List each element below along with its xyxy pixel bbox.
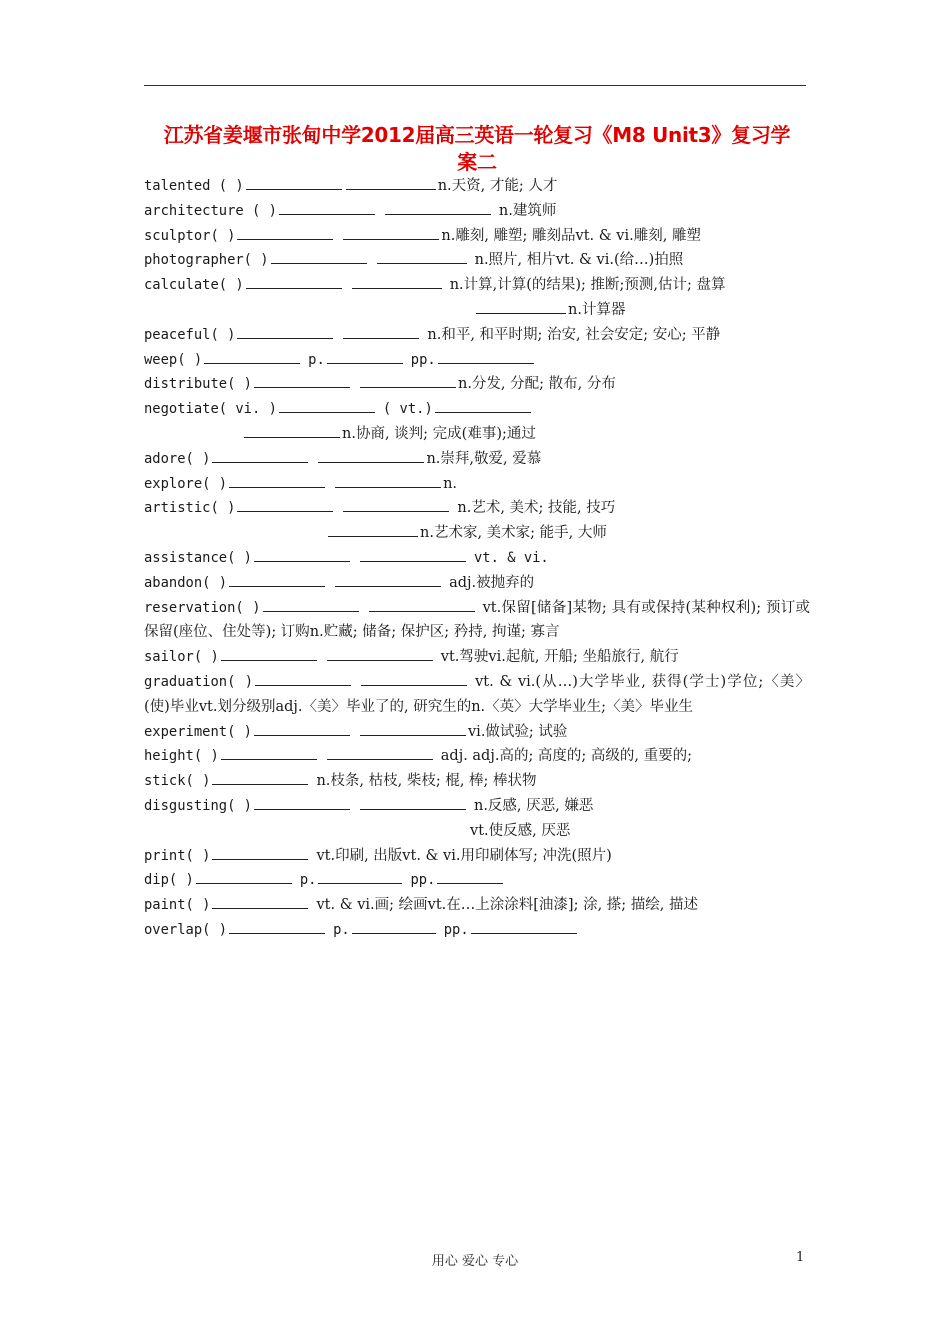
entry-meaning: vi.做试验; 试验 xyxy=(467,723,568,740)
answer-blank[interactable] xyxy=(254,720,350,736)
vocab-entry xyxy=(144,472,810,497)
vocab-entry xyxy=(144,496,810,521)
answer-blank[interactable] xyxy=(279,397,375,413)
entry-meaning: n.照片, 相片vt. & vi.(给…)拍照 xyxy=(474,252,684,269)
answer-blank[interactable] xyxy=(246,273,342,289)
vocab-entry xyxy=(144,174,810,199)
answer-blank[interactable] xyxy=(196,868,292,884)
footer-motto: 用心 爱心 专心 xyxy=(431,1254,519,1269)
past-label: p. xyxy=(308,351,325,368)
vocab-entry xyxy=(144,645,810,670)
answer-blank[interactable] xyxy=(360,794,466,810)
vocab-entry xyxy=(144,323,810,348)
entry-word: reservation( ) xyxy=(144,599,261,616)
entry-word: disgusting( ) xyxy=(144,797,252,814)
answer-blank[interactable] xyxy=(438,348,534,364)
entry-word: artistic( ) xyxy=(144,500,236,517)
entry-meaning: vt. & vi.画; 绘画vt.在…上涂涂料[油漆]; 涂, 搽; 描绘, 描述 xyxy=(316,897,699,914)
entry-extra: n.艺术家, 美术家; 能手, 大师 xyxy=(420,525,607,542)
entry-word: overlap( ) xyxy=(144,921,228,938)
past-participle-label: pp. xyxy=(410,351,436,368)
answer-blank[interactable] xyxy=(437,868,503,884)
entry-extra: n.计算器 xyxy=(568,301,626,318)
answer-blank[interactable] xyxy=(361,670,467,686)
vocab-entry xyxy=(144,893,810,918)
answer-blank[interactable] xyxy=(328,521,418,537)
answer-blank[interactable] xyxy=(343,323,419,339)
answer-blank[interactable] xyxy=(212,844,308,860)
entry-meaning: adj.被抛弃的 xyxy=(449,574,535,591)
vocab-entry xyxy=(144,224,810,249)
entry-meaning: n.建筑师 xyxy=(498,202,557,219)
answer-blank[interactable] xyxy=(346,174,436,190)
header-rule xyxy=(144,85,806,86)
entry-meaning: n.枝条, 枯枝, 柴枝; 棍, 棒; 棒状物 xyxy=(316,773,537,790)
answer-blank[interactable] xyxy=(327,645,433,661)
vocab-entry xyxy=(144,273,810,298)
page-number: 1 xyxy=(796,1250,805,1265)
answer-blank[interactable] xyxy=(335,472,441,488)
entry-word: abandon( ) xyxy=(144,574,228,591)
answer-blank[interactable] xyxy=(343,224,439,240)
vocab-entry xyxy=(144,372,810,397)
answer-blank[interactable] xyxy=(435,397,531,413)
entry-word: dip( ) xyxy=(144,872,194,889)
vocab-entry xyxy=(144,720,810,745)
entry-meaning: n.反感, 厌恶, 嫌恶 xyxy=(473,797,594,814)
entry-extra: n.协商, 谈判; 完成(难事);通过 xyxy=(342,425,536,442)
entry-meaning: vt.保留[储备]某物; 具有或保持(某种权利); 预订或保留(座位、住处等); 订购n.贮藏; 储备; 保护区; 矜持, 拘谨; 寡言 xyxy=(144,599,810,641)
past-participle-label: pp. xyxy=(410,872,436,889)
vocab-entry-continuation xyxy=(144,819,810,844)
entry-word: talented ( ) xyxy=(144,178,244,194)
answer-blank[interactable] xyxy=(327,744,433,760)
entry-meaning: vt. & vi. xyxy=(473,549,549,566)
entry-meaning: n.和平, 和平时期; 治安, 社会安定; 安心; 平静 xyxy=(427,326,721,343)
answer-blank[interactable] xyxy=(377,248,467,264)
entry-word: assistance( ) xyxy=(144,549,252,566)
entry-word: graduation( ) xyxy=(144,673,254,690)
entry-meaning: vt.驾驶vi.起航, 开船; 坐船旅行, 航行 xyxy=(440,649,679,666)
vocab-entry xyxy=(144,447,810,472)
entry-word: photographer( ) xyxy=(144,252,269,269)
vocab-entry xyxy=(144,670,810,720)
answer-blank[interactable] xyxy=(360,546,466,562)
entry-word: negotiate( vi. ) xyxy=(144,401,277,418)
entry-meaning: adj. adj.高的; 高度的; 高级的, 重要的; xyxy=(440,748,693,765)
vocab-entry xyxy=(144,348,810,373)
answer-blank[interactable] xyxy=(237,496,333,512)
vocab-entry xyxy=(144,199,810,224)
vocab-entry xyxy=(144,918,810,943)
vocab-entry xyxy=(144,769,810,794)
answer-blank[interactable] xyxy=(204,348,300,364)
vocab-entry xyxy=(144,868,810,893)
answer-blank[interactable] xyxy=(327,348,403,364)
vocab-entry xyxy=(144,248,810,273)
entry-word: sailor( ) xyxy=(144,649,219,666)
answer-blank[interactable] xyxy=(318,868,402,884)
vocab-entry xyxy=(144,844,810,869)
entry-word: distribute( ) xyxy=(144,376,252,393)
answer-blank[interactable] xyxy=(385,199,491,215)
answer-blank[interactable] xyxy=(229,918,325,934)
vocab-list xyxy=(144,174,810,943)
entry-meaning: n.雕刻, 雕塑; 雕刻品vt. & vi.雕刻, 雕塑 xyxy=(441,227,701,244)
entry-meaning: n.艺术, 美术; 技能, 技巧 xyxy=(457,500,616,517)
answer-blank[interactable] xyxy=(237,323,333,339)
entry-word: height( ) xyxy=(144,748,219,765)
answer-blank[interactable] xyxy=(221,645,317,661)
answer-blank[interactable] xyxy=(352,918,436,934)
title-line-1: 江苏省姜堰市张甸中学2012届高三英语一轮复习《M8 Unit3》复习学 xyxy=(163,123,791,147)
past-label: p. xyxy=(299,872,317,889)
answer-blank[interactable] xyxy=(360,720,466,736)
entry-word: calculate( ) xyxy=(144,277,244,294)
answer-blank[interactable] xyxy=(335,571,441,587)
vt-label: ( vt.) xyxy=(382,401,433,418)
vocab-entry-continuation xyxy=(144,521,810,546)
answer-blank[interactable] xyxy=(271,248,367,264)
vocab-entry xyxy=(144,744,810,769)
answer-blank[interactable] xyxy=(476,298,566,314)
answer-blank[interactable] xyxy=(246,174,342,190)
page-title xyxy=(144,122,810,176)
answer-blank[interactable] xyxy=(369,596,475,612)
answer-blank[interactable] xyxy=(244,422,340,438)
entry-meaning: n.分发, 分配; 散布, 分布 xyxy=(457,376,616,393)
title-line-2: 案二 xyxy=(457,150,497,174)
vocab-entry xyxy=(144,596,810,646)
answer-blank[interactable] xyxy=(254,546,350,562)
past-participle-label: pp. xyxy=(443,921,469,938)
answer-blank[interactable] xyxy=(212,769,308,785)
answer-blank[interactable] xyxy=(343,496,449,512)
answer-blank[interactable] xyxy=(318,447,424,463)
answer-blank[interactable] xyxy=(221,744,317,760)
entry-meaning: n.计算,计算(的结果); 推断;预测,估计; 盘算 xyxy=(449,277,726,294)
entry-word: adore( ) xyxy=(144,450,211,467)
vocab-entry xyxy=(144,397,810,422)
entry-word: print( ) xyxy=(144,847,211,864)
answer-blank[interactable] xyxy=(229,472,325,488)
answer-blank[interactable] xyxy=(471,918,577,934)
entry-word: sculptor( ) xyxy=(144,227,236,244)
answer-blank[interactable] xyxy=(360,372,456,388)
answer-blank[interactable] xyxy=(263,596,359,612)
answer-blank[interactable] xyxy=(229,571,325,587)
entry-word: experiment( ) xyxy=(144,723,252,740)
answer-blank[interactable] xyxy=(279,199,375,215)
vocab-entry xyxy=(144,794,810,819)
answer-blank[interactable] xyxy=(212,447,308,463)
answer-blank[interactable] xyxy=(254,372,350,388)
vocab-entry-continuation xyxy=(144,298,810,323)
answer-blank[interactable] xyxy=(212,893,308,909)
entry-word: stick( ) xyxy=(144,773,211,790)
vocab-entry xyxy=(144,571,810,596)
entry-meaning: vt. & vi.(从…)大学毕业, 获得(学士)学位;〈美〉(使)毕业vt.划分级别adj.〈美〉毕业了的, 研究生的n.〈英〉大学毕业生;〈美〉毕业生 xyxy=(144,673,811,715)
entry-meaning: n.天资, 才能; 人才 xyxy=(437,178,558,194)
entry-word: weep( ) xyxy=(144,351,203,368)
entry-word: explore( ) xyxy=(144,475,228,492)
entry-meaning: n.崇拜,敬爱, 爱慕 xyxy=(426,450,542,467)
entry-word: paint( ) xyxy=(144,897,211,914)
vocab-entry xyxy=(144,546,810,571)
entry-meaning: vt.印刷, 出版vt. & vi.用印刷体写; 冲洗(照片) xyxy=(316,847,612,864)
entry-word: peaceful( ) xyxy=(144,326,236,343)
past-label: p. xyxy=(333,921,350,938)
entry-extra: vt.使反感, 厌恶 xyxy=(470,822,571,839)
answer-blank[interactable] xyxy=(237,224,333,240)
answer-blank[interactable] xyxy=(255,670,351,686)
answer-blank[interactable] xyxy=(352,273,442,289)
answer-blank[interactable] xyxy=(254,794,350,810)
vocab-entry-continuation xyxy=(144,422,810,447)
entry-meaning: n. xyxy=(443,475,458,492)
entry-word: architecture ( ) xyxy=(144,202,277,219)
